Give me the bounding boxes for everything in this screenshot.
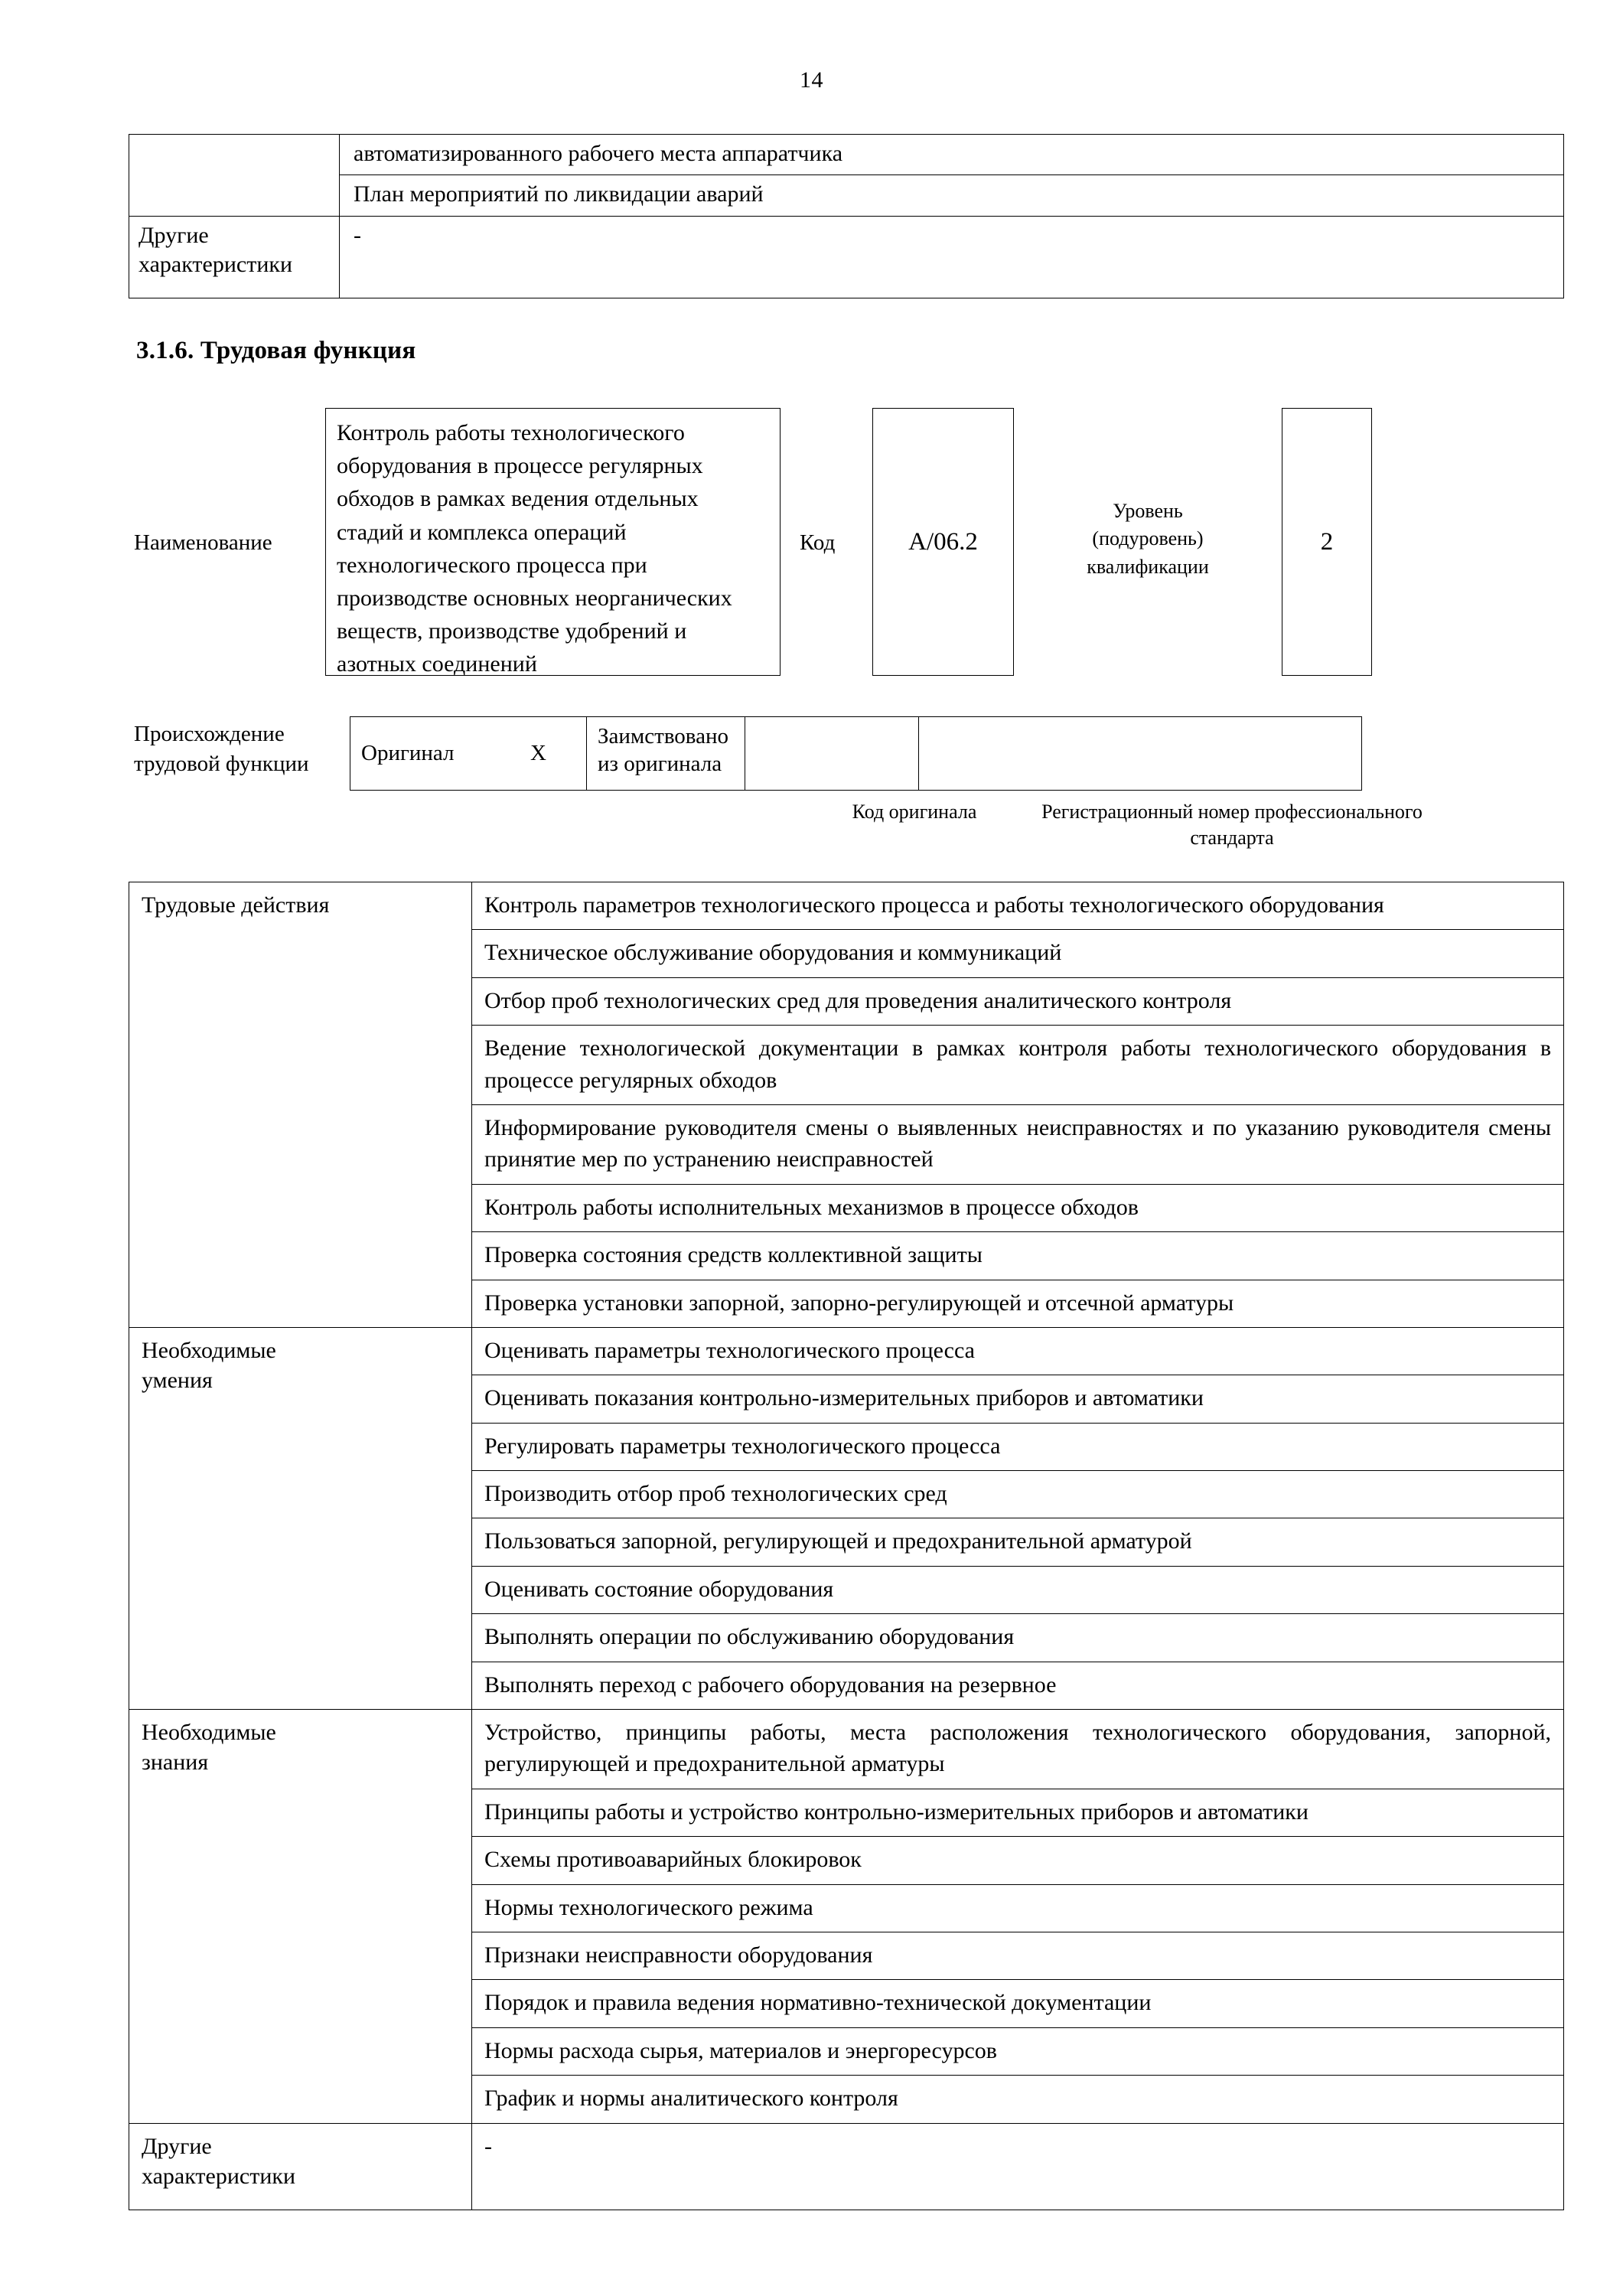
table-cell-value: Техническое обслуживание оборудования и коммуникаций: [472, 930, 1564, 977]
section-label-line-1: Другие: [142, 2133, 212, 2159]
origin-label-line-1: Происхождение: [134, 722, 285, 746]
table-cell-value: Нормы технологического режима: [472, 1884, 1564, 1932]
level-label-line-2: (подуровень): [1092, 527, 1204, 550]
section-label-labor-actions: Трудовые действия: [129, 882, 472, 1328]
table-cell-value: Выполнять переход с рабочего оборудования на резервное: [472, 1662, 1564, 1709]
section-label-line-2: характеристики: [142, 2163, 296, 2189]
table-cell-value: Устройство, принципы работы, места расположения технологического оборудования, запорной, регулирующей и предохранительной арматуры: [472, 1710, 1564, 1789]
table-cell-value: Проверка состояния средств коллективной защиты: [472, 1232, 1564, 1280]
table-cell-value: Оценивать параметры технологического процесса: [472, 1327, 1564, 1375]
table-cell-value: Производить отбор проб технологических сред: [472, 1471, 1564, 1518]
origin-original-label: Оригинал: [361, 741, 455, 765]
section-heading: 3.1.6. Трудовая функция: [136, 337, 416, 364]
table-cell-value: Порядок и правила ведения нормативно-технической документации: [472, 1980, 1564, 2027]
origin-label-line-2: трудовой функции: [134, 752, 309, 777]
table-row: [129, 175, 1564, 216]
section-label-line-1: Необходимые: [142, 1720, 276, 1746]
table-row: [129, 882, 1564, 930]
level-label-line-3: квалификации: [1087, 555, 1209, 578]
row-label-line: Другие: [139, 222, 209, 248]
function-name-block: [134, 408, 1572, 680]
table-cell-value: Отбор проб технологических сред для проведения аналитического контроля: [472, 977, 1564, 1025]
origin-borrowed-label: Заимствовано из оригинала: [586, 716, 745, 791]
table-cell-value: Информирование руководителя смены о выявленных неисправностях и по указанию руководителя смены принятие мер по устранению неисправностей: [472, 1104, 1564, 1184]
qualification-level-label: [1037, 497, 1259, 581]
continuation-table: [129, 134, 1564, 298]
table-cell-value: План мероприятий по ликвидации аварий: [340, 175, 1564, 216]
table-cell-value: Регулировать параметры технологического процесса: [472, 1423, 1564, 1470]
table-row: [129, 135, 1564, 175]
page-number: 14: [800, 67, 823, 93]
origin-label: [134, 719, 321, 779]
table-cell-value: Оценивать показания контрольно-измерительных приборов и автоматики: [472, 1375, 1564, 1423]
row-label-line: характеристики: [139, 252, 293, 278]
table-cell-value: -: [472, 2123, 1564, 2210]
table-cell-value: -: [340, 216, 1564, 298]
section-label-line-2: знания: [142, 1750, 209, 1776]
table-cell-value: Контроль параметров технологического процесса и работы технологического оборудования: [472, 882, 1564, 930]
table-row: [129, 1327, 1564, 1375]
origin-original-mark: X: [530, 741, 546, 765]
name-label: Наименование: [134, 530, 272, 555]
table-cell-value: Принципы работы и устройство контрольно-измерительных приборов и автоматики: [472, 1789, 1564, 1836]
requirements-table-body: [129, 882, 1564, 2210]
table-cell-value: Выполнять операции по обслуживанию оборудования: [472, 1614, 1564, 1662]
qualification-level-value: 2: [1282, 408, 1372, 676]
table-cell-value: Проверка установки запорной, запорно-регулирующей и отсечной арматуры: [472, 1280, 1564, 1327]
table-cell-value: Пользоваться запорной, регулирующей и предохранительной арматурой: [472, 1518, 1564, 1566]
origin-original-cell: [350, 716, 587, 791]
section-label-line-1: Необходимые: [142, 1337, 276, 1363]
origin-registration-value: [918, 716, 1362, 791]
table-cell-value: Контроль работы исполнительных механизмов в процессе обходов: [472, 1184, 1564, 1231]
table-row: [129, 1710, 1564, 1789]
origin-registration-caption: Регистрационный номер профессионального стандарта: [1041, 801, 1423, 849]
section-label-other-characteristics: [129, 2123, 472, 2210]
origin-row: [350, 716, 1362, 791]
table-cell-value: Схемы противоаварийных блокировок: [472, 1837, 1564, 1884]
section-label-required-knowledge: [129, 1710, 472, 2124]
table-cell-value: Признаки неисправности оборудования: [472, 1932, 1564, 1979]
table-cell-value: автоматизированного рабочего места аппаратчика: [340, 135, 1564, 175]
origin-code-value: [745, 716, 919, 791]
level-label-line-1: Уровень: [1113, 500, 1183, 522]
section-label-line-2: умения: [142, 1367, 213, 1393]
table-row: [129, 2123, 1564, 2210]
table-cell-value: График и нормы аналитического контроля: [472, 2076, 1564, 2123]
requirements-table: [129, 882, 1564, 2210]
table-row: [129, 216, 1564, 298]
table-cell-value: Оценивать состояние оборудования: [472, 1566, 1564, 1613]
section-label-required-skills: [129, 1327, 472, 1709]
table-cell-value: Ведение технологической документации в рамках контроля работы технологического оборудования в процессе регулярных обходов: [472, 1026, 1564, 1105]
code-value: А/06.2: [872, 408, 1014, 676]
origin-code-caption: Код оригинала: [852, 801, 977, 823]
function-name-value: Контроль работы технологического оборудования в процессе регулярных обходов в рамках ведения отдельных стадий и комплекса операций технологического процесса при производстве основных неорганических веществ, производстве удобрений и азотных соединений: [325, 408, 781, 676]
table-cell-empty-label: [129, 135, 340, 217]
row-label-other-characteristics: [129, 216, 340, 298]
code-label: Код: [800, 530, 836, 555]
function-origin-block: [134, 712, 1580, 865]
table-cell-value: Нормы расхода сырья, материалов и энергоресурсов: [472, 2027, 1564, 2075]
